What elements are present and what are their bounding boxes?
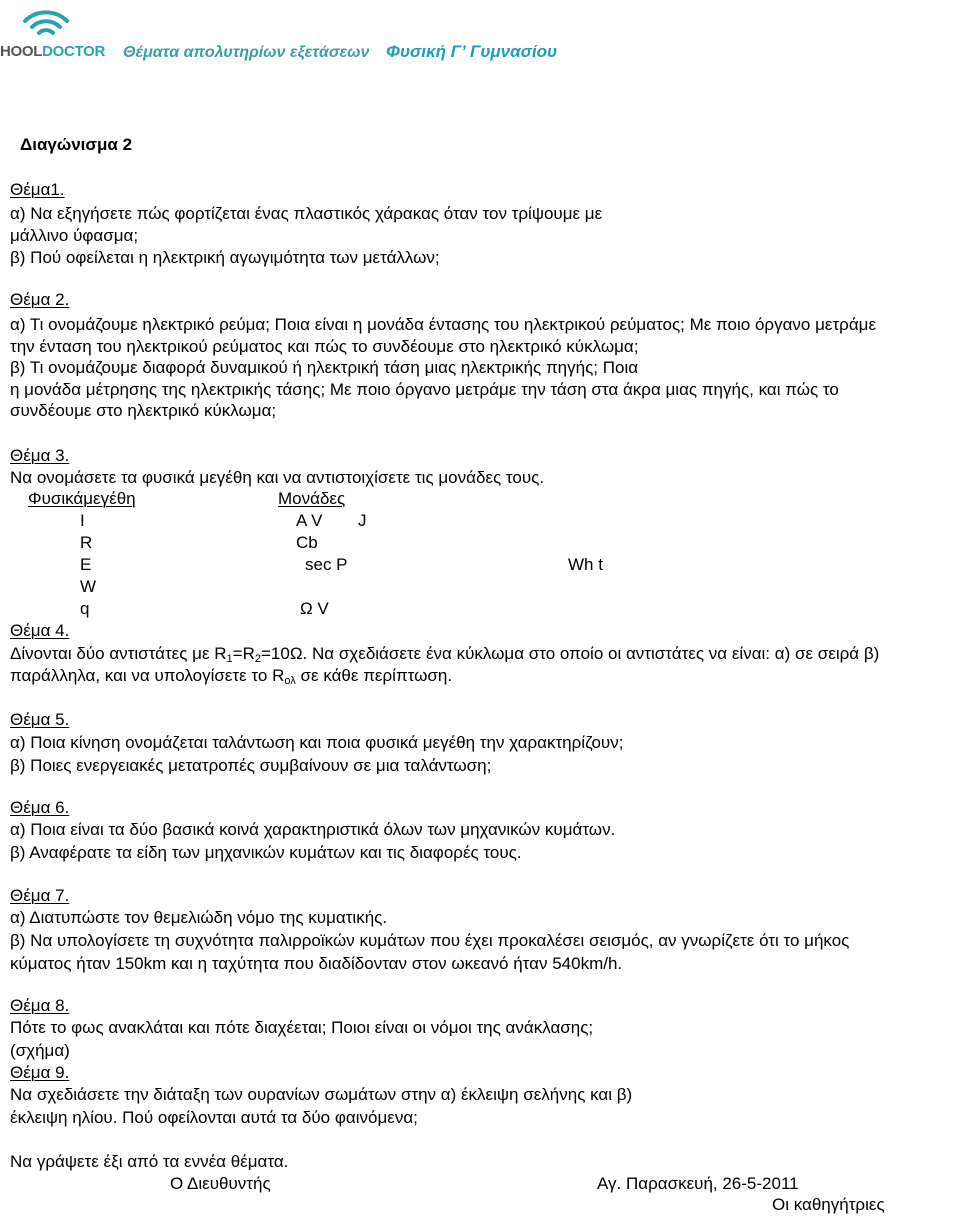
topic4-text: παράλληλα, και να υπολογίσετε το R [10,666,285,685]
topic4-heading: Θέμα 4. [10,621,70,640]
subscript: ολ [284,675,296,687]
topic4-line [10,644,879,664]
place-date: Αγ. Παρασκευή, 26-5-2011 [597,1174,799,1193]
teachers-signature: Οι καθηγήτριες [772,1195,885,1214]
topic9-line: έκλειψη ηλίου. Πού οφείλονται αυτά τα δύο φαινόμενα; [10,1108,418,1127]
topic2-line: την ένταση του ηλεκτρικού ρεύματος και πώς το συνδέουμε στο ηλεκτρικό κύκλωμα; [10,337,639,356]
topic1-heading: Θέμα1. [10,180,65,199]
logo-text-teal: DOCTOR [42,43,106,60]
unit-symbol: sec P [305,555,348,574]
topic2-line: η μονάδα μέτρησης της ηλεκτρικής τάσης; Με ποιο όργανο μετράμε την τάση στα άκρα μιας πηγής, και πώς το [10,380,839,399]
topic4-text: =10Ω. Να σχεδιάσετε ένα κύκλωμα στο οποίο οι αντιστάτες να είναι: α) σε σειρά β) [261,644,880,663]
unit-symbol: A V [296,511,323,530]
topic6-heading: Θέμα 6. [10,798,70,817]
quantities-header: Φυσικάμεγέθη [28,489,136,508]
quantity-symbol: E [80,555,92,574]
topic6-line: β) Αναφέρατε τα είδη των μηχανικών κυμάτων και τις διαφορές τους. [10,843,522,862]
topic9-heading: Θέμα 9. [10,1063,70,1082]
units-header: Μονάδες [278,489,346,508]
quantity-symbol: q [80,599,90,618]
unit-symbol: Wh t [568,555,603,574]
topic4-line [10,666,452,686]
topic2-heading: Θέμα 2. [10,290,70,309]
topic8-line: (σχήμα) [10,1041,70,1060]
topic1-line: μάλλινο ύφασμα; [10,226,139,245]
topic1-line: β) Πού οφείλεται η ηλεκτρική αγωγιμότητα των μετάλλων; [10,248,440,267]
header-subtitle: Θέματα απολυτηρίων εξετάσεων [123,44,370,61]
topic9-line: Να σχεδιάσετε την διάταξη των ουρανίων σωμάτων στην α) έκλειψη σελήνης και β) [10,1085,633,1104]
quantity-symbol: I [80,511,85,530]
topic2-line: β) Τι ονομάζουμε διαφορά δυναμικού ή ηλεκτρική τάση μιας ηλεκτρικής πηγής; Ποια [10,358,639,377]
subscript: 1 [226,653,233,665]
exam-title: Διαγώνισμα 2 [20,135,133,154]
header-course: Φυσική Γ’ Γυμνασίου [386,42,558,61]
topic4-text: σε κάθε περίπτωση. [295,666,453,685]
topic1-line: α) Να εξηγήσετε πώς φορτίζεται ένας πλαστικός χάρακας όταν τον τρίψουμε με [10,204,603,223]
subscript: 2 [254,653,261,665]
topic7-line: β) Να υπολογίσετε τη συχνότητα παλιρροϊκών κυμάτων που έχει προκαλέσει σεισμός, αν γνωρίζετε ότι το μήκος [10,931,850,950]
quantity-symbol: R [80,533,93,552]
topic7-line: κύματος ήταν 150km και η ταχύτητα που διαδίδονταν στον ωκεανό ήταν 540km/h. [10,954,623,973]
logo-text-gray: HOOL [0,43,43,60]
wifi-signal-icon [22,6,70,36]
quantity-symbol: W [80,577,97,596]
unit-symbol: Ω V [300,599,329,618]
topic4-text: Δίνονται δύο αντιστάτες με R [10,644,227,663]
topic6-line: α) Ποια είναι τα δύο βασικά κοινά χαρακτηριστικά όλων των μηχανικών κυμάτων. [10,820,616,839]
topic8-line: Πότε το φως ανακλάται και πότε διαχέεται; Ποιοι είναι οι νόμοι της ανάκλασης; [10,1018,594,1037]
topic7-heading: Θέμα 7. [10,886,70,905]
unit-symbol: Cb [296,533,318,552]
site-logo [0,43,105,61]
unit-symbol: J [358,511,367,530]
topic4-text: =R [232,644,255,663]
exam-instruction: Να γράψετε έξι από τα εννέα θέματα. [10,1152,289,1171]
topic8-heading: Θέμα 8. [10,996,70,1015]
topic3-heading: Θέμα 3. [10,446,70,465]
topic2-line: α) Τι ονομάζουμε ηλεκτρικό ρεύμα; Ποια είναι η μονάδα έντασης του ηλεκτρικού ρεύματος; Με ποιο όργανο μετράμε [10,315,877,334]
topic5-line: α) Ποια κίνηση ονομάζεται ταλάντωση και ποια φυσικά μεγέθη την χαρακτηρίζουν; [10,733,624,752]
topic2-line: συνδέουμε στο ηλεκτρικό κύκλωμα; [10,401,277,420]
topic7-line: α) Διατυπώστε τον θεμελιώδη νόμο της κυματικής. [10,908,388,927]
topic3-instruction: Να ονομάσετε τα φυσικά μεγέθη και να αντιστοιχίσετε τις μονάδες τους. [10,468,545,487]
director-signature: Ο Διευθυντής [170,1174,271,1193]
topic5-heading: Θέμα 5. [10,710,70,729]
topic5-line: β) Ποιες ενεργειακές μετατροπές συμβαίνουν σε μια ταλάντωση; [10,756,492,775]
